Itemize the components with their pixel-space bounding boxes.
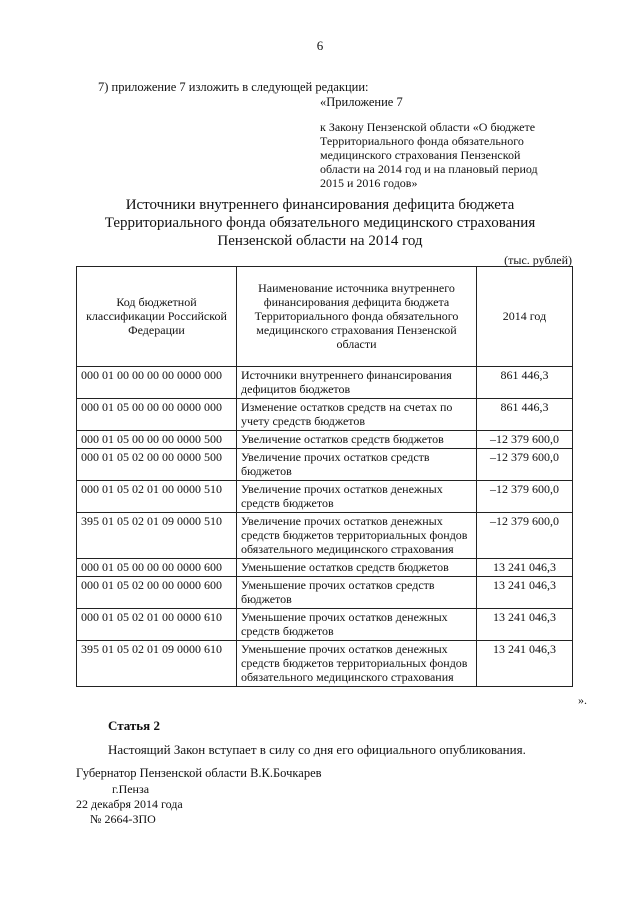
header-name: Наименование источника внутреннего финансирования дефицита бюджета Территориального фонда обязательного медицинского страхования Пензенской области (237, 267, 477, 367)
row-code: 000 01 05 00 00 00 0000 000 (77, 399, 237, 431)
row-value: –12 379 600,0 (477, 481, 573, 513)
table-row (77, 481, 573, 513)
table-header-row (77, 267, 573, 367)
table-row (77, 367, 573, 399)
row-value: 861 446,3 (477, 399, 573, 431)
row-name: Увеличение остатков средств бюджетов (237, 431, 477, 449)
row-value: –12 379 600,0 (477, 431, 573, 449)
row-name: Изменение остатков средств на счетах по учету средств бюджетов (237, 399, 477, 431)
city: г.Пенза (112, 782, 150, 796)
document-title (60, 196, 580, 250)
row-name: Увеличение прочих остатков средств бюджетов (237, 449, 477, 481)
title-line: Территориального фонда обязательного медицинского страхования (104, 215, 536, 231)
table-row (77, 609, 573, 641)
row-value: –12 379 600,0 (477, 449, 573, 481)
header-year: 2014 год (477, 267, 573, 367)
row-code: 395 01 05 02 01 09 0000 610 (77, 641, 237, 687)
row-code: 000 01 05 02 00 00 0000 500 (77, 449, 237, 481)
row-code: 000 01 05 02 01 00 0000 610 (77, 609, 237, 641)
title-line: Источники внутреннего финансирования дефицита бюджета (125, 197, 515, 213)
appendix-label: «Приложение 7 (320, 95, 403, 109)
row-name: Увеличение прочих остатков денежных средств бюджетов территориальных фондов обязательного медицинского страхования (237, 513, 477, 559)
row-name: Увеличение прочих остатков денежных средств бюджетов (237, 481, 477, 513)
row-code: 000 01 00 00 00 00 0000 000 (77, 367, 237, 399)
law-line: области на 2014 год и на плановый период (320, 162, 538, 176)
table-row (77, 559, 573, 577)
appendix-law-reference (320, 120, 580, 190)
document-number: № 2664-ЗПО (90, 812, 156, 826)
row-code: 000 01 05 02 00 00 0000 600 (77, 577, 237, 609)
row-code: 000 01 05 00 00 00 0000 500 (77, 431, 237, 449)
table-row (77, 513, 573, 559)
law-line: к Закону Пензенской области «О бюджете (320, 120, 536, 134)
row-name: Уменьшение прочих остатков денежных средств бюджетов (237, 609, 477, 641)
article-text: Настоящий Закон вступает в силу со дня его официального опубликования. (108, 742, 526, 757)
row-name: Уменьшение прочих остатков денежных средств бюджетов территориальных фондов обязательного медицинского страхования (237, 641, 477, 687)
sources-table (76, 266, 573, 687)
units-label: (тыс. рублей) (504, 253, 572, 267)
page-number: 6 (316, 38, 324, 53)
table-row (77, 449, 573, 481)
signature: Губернатор Пензенской области В.К.Бочкарев (76, 766, 322, 780)
row-code: 000 01 05 02 01 00 0000 510 (77, 481, 237, 513)
row-name: Уменьшение остатков средств бюджетов (237, 559, 477, 577)
title-line: Пензенской области на 2014 год (217, 233, 423, 249)
row-name: Источники внутреннего финансирования дефицитов бюджетов (237, 367, 477, 399)
table-row (77, 577, 573, 609)
row-value: –12 379 600,0 (477, 513, 573, 559)
article-heading: Статья 2 (108, 718, 160, 733)
header-code: Код бюджетной классификации Российской Федерации (77, 267, 237, 367)
row-value: 13 241 046,3 (477, 577, 573, 609)
law-line: Территориального фонда обязательного (320, 134, 524, 148)
table-row (77, 431, 573, 449)
row-value: 861 446,3 (477, 367, 573, 399)
table-row (77, 399, 573, 431)
row-value: 13 241 046,3 (477, 559, 573, 577)
law-line: медицинского страхования Пензенской (320, 148, 521, 162)
law-line: 2015 и 2016 годов» (320, 176, 418, 190)
row-name: Уменьшение прочих остатков средств бюджетов (237, 577, 477, 609)
row-value: 13 241 046,3 (477, 641, 573, 687)
amendment-item: 7) приложение 7 изложить в следующей редакции: (98, 80, 369, 94)
row-value: 13 241 046,3 (477, 609, 573, 641)
row-code: 395 01 05 02 01 09 0000 510 (77, 513, 237, 559)
row-code: 000 01 05 00 00 00 0000 600 (77, 559, 237, 577)
closing-quote: ». (578, 693, 587, 707)
date: 22 декабря 2014 года (76, 797, 183, 811)
table-row (77, 641, 573, 687)
